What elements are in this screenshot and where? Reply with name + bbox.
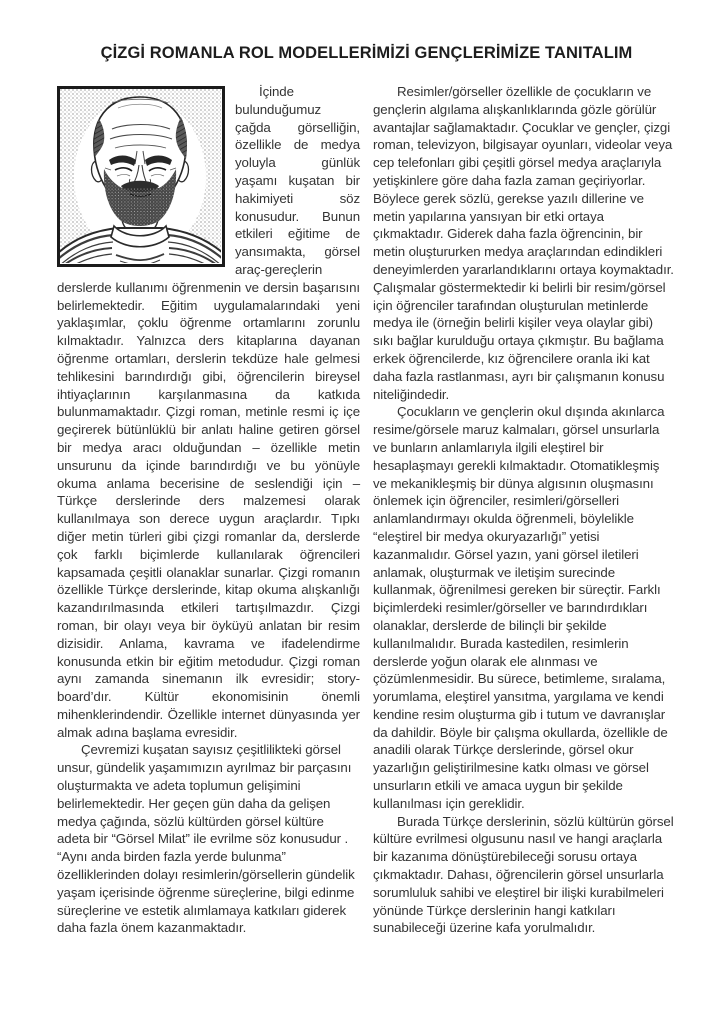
article-paragraph: İçinde bulunduğumuz çağda görselliğin, özellikle de medya yoluyla günlük yaşamı kuşatan bir hakimiyeti söz konusudur. Bunun etkileri eğitime de yansımakta, görsel araç-gereçlerin derslerde kullanımı öğrenmenin ve dersin başarısını belirlemektedir. Eğitim uygulamalarındaki yeni yaklaşımlar, çoklu öğrenme ortamlarını zorunlu kılmaktadır. Yalnızca ders kitaplarına dayanan öğrenme ortamları, derslerin tekdüze hale gelmesi tehlikesini barındırdığı gibi, öğrencilerin bireysel ihtiyaçlarının karşılanmasına da katkıda bulunmamaktadır. Çizgi roman, metinle resmi iç içe geçirerek bütünlüklü bir anlatı haline getiren görsel bir medya aracı olduğundan – özellikle metin unsurunu da içinde barındırdığı ve bu yönüyle okuma anlama becerisine de seslendiği için – Türkçe derslerinde ders malzemesi olarak kullanılmaya son derece uygun araçlardır. Tıpkı diğer metin türleri gibi çizgi romanlar da, derslerde çok farklı biçimlerde kullanılarak öğrencileri kapsamada çeşitli olanaklar sunarlar. Çizgi romanın özellikle Türkçe derslerinde, kitap okuma alışkanlığı kazandırılmasında etkileri tartışılmazdır. Çizgi roman, bir olayı veya bir öyküyü anlatan bir resim dizisidir. Anlama, kavrama ve ifadelendirme konusunda etkin bir eğitim metodudur. Çizgi roman aynı zamanda sinemanın ilk evresidir; story-board’dır. Kültür ekonomisinin önemli mihenklerindendir. Özellikle internet dünyasında yer almak adına başlama evresidir. xyxy=(57,84,360,740)
bearded-man-drawing xyxy=(60,89,221,263)
right-column xyxy=(373,83,676,937)
page-title: ÇİZGİ ROMANLA ROL MODELLERİMİZİ GENÇLERİMİZE TANITALIM xyxy=(100,44,633,62)
article-paragraph: Burada Türkçe derslerinin, sözlü kültürün görsel kültüre evrilmesi olgusunu nasıl ve hangi araçlarla bir kazanıma dönüştürebileceği sorusu ortaya çıkmaktadır. Dahası, öğrencilerin görsel unsurlarla sorumluluk sahibi ve eleştirel bir ilişki kurabilmeleri yönünde Türkçe derslerinin hangi katkıları sunabileceği üzerine kafa yorulmalıdır. xyxy=(373,813,674,936)
article-paragraph: Resimler/görseller özellikle de çocukların ve gençlerin algılama alışkanlıklarında gözle görülür avantajlar sağlamaktadır. Çocuklar ve gençler, çizgi roman, televizyon, bilgisayar oyunları, videolar veya cep telefonları gibi çeşitli görsel medya araçlarıyla yetişkinlere göre daha fazla zaman geçiriyorlar. Böylece gerek sözlü, gerekse yazılı dillerine ve metin yapılarına yansıyan bir etki ortaya çıkmaktadır. Giderek daha fazla öğrencinin, bir metin oluştururken medya araçlarından edindikleri deneyimlerden yararlandıklarını ortaya koymaktadır. Çalışmalar göstermektedir ki belirli bir resim/görsel için öğrenciler tarafından oluşturulan metinlerde medya ile (örneğin belirli kişiler veya olaylar gibi) sıkı bağlar kurulduğu ortaya çıkmıştır. Bu bağlama erkek öğrencilerde, kız öğrencilere oranla iki kat daha fazla rastlanması, ayrı bir çalışmanın konusu niteliğindedir. xyxy=(373,84,674,402)
article-paragraph: Çocukların ve gençlerin okul dışında akınlarca resime/görsele maruz kalmaları, görsel unsurlarla ve bunların anlamlarıyla ilgili eleştirel bir hesaplaşmayı gerekli kılmaktadır. Otomatikleşmiş ve mekanikleşmiş bir dünya algısının oluşmasını önlemek için öğrenciler, resimleri/görselleri anlamlandırmayı okulda öğrenmeli, böylelikle “eleştirel bir medya okuryazarlığı” yetisi kazanmalıdır. Görsel yazın, yani görsel iletileri anlamak, oluşturmak ve iletişim surecinde kullanmak, öğrenilmesi gereken bir süreçtir. Farklı biçimlerdeki resimler/görseller ve barındırdıkları olanaklar, derslerde de bilinçli bir şekilde kullanılmalıdır. Burada kastedilen, resimlerin derslerde yoğun olarak ele alınması ve çözümlenmesidir. Bu sürece, betimleme, sıralama, yorumlama, eleştirel yansıtma, yargılama ve kendi kendine resim oluşturma gib i tutum ve davranışlar da dahildir. Böyle bir çalışma okullarda, özellikle de anadili olarak Türkçe derslerinde, görsel okur yazarlığın geliştirilmesine katkı olması ve görsel unsurların etkili ve amaca uygun bir şekilde kullanılması için gereklidir. xyxy=(373,404,668,811)
article-paragraph: “Aynı anda birden fazla yerde bulunma” özelliklerinden dolayı resimlerin/görsellerin gündelik yaşam içerisinde öğrenme süreçlerine, bilgi edinme süreçlerine ve estetik alımlamaya katkıları giderek daha fazla önem kazanmaktadır. xyxy=(57,849,355,936)
two-column-layout xyxy=(57,83,676,937)
comic-portrait-illustration xyxy=(57,86,225,267)
left-column xyxy=(57,83,360,937)
article-paragraph: Çevremizi kuşatan sayısız çeşitlilikteki görsel unsur, gündelik yaşamımızın ayrılmaz bir parçasını oluşturmakta ve adeta toplumun gelişimini belirlemektedir. Her geçen gün daha da gelişen medya çağında, sözlü kültürden görsel kültüre adeta bir “Görsel Milat” ile evrilme söz konusudur . xyxy=(57,742,352,847)
